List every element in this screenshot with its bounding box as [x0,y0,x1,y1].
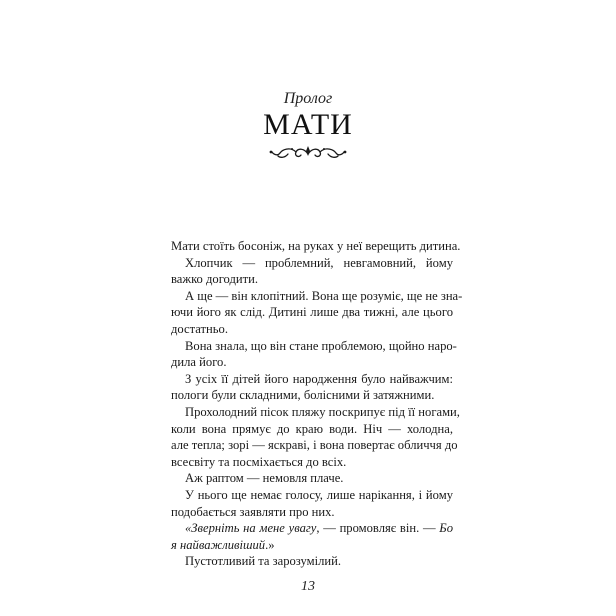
speech-line [171,537,453,554]
chapter-label: Пролог [283,90,333,107]
text-line: З усіх її дітей його народження було найважчим: [185,371,453,386]
text-line: достатньо. [171,321,228,336]
speech-punctuation: .» [265,537,275,552]
text-line: подобається заявляти про них. [171,504,335,519]
text-line: Вона знала, що він стане проблемою, щойно наро- [185,338,457,353]
text-line: У нього ще немає голосу, лише нарікання, і йому [185,487,453,502]
text-line: Пустотливий та зарозумілий. [185,554,342,569]
text-line: але тепла; зорі — яскраві, і вона повертає обличчя до [171,438,458,453]
text-line: Прохолодний пісок пляжу поскрипує під її ногами, [185,404,460,419]
text-line: Аж раптом — немовля плаче. [185,471,344,486]
text-line: пологи були складними, болісними й затяжними. [171,388,435,403]
text-line: важко догодити. [171,272,259,287]
flourish-ornament-icon [268,140,348,164]
text-line: дила його. [171,355,227,370]
text-line: Хлопчик — проблемний, невгамовний, йому [185,255,453,270]
page-number: 13 [301,579,315,594]
speech-attribution: , — промовляє він. — [316,521,440,536]
prologue-text [171,238,463,570]
text-line: коли вона прямує до краю води. Ніч — холодна, [171,421,453,436]
speech-line [171,520,453,537]
text-line: Мати стоїть босоніж, на руках у неї верещить дитина. [171,239,461,253]
speech-italic: Бо [439,521,453,536]
text-line: А ще — він клопітний. Вона ще розуміє, ще не зна- [185,288,463,303]
speech-italic: я найважливіший [171,537,266,552]
speech-italic: «Зверніть на мене увагу [185,521,317,536]
text-line: всесвіту та посміхається до всіх. [171,454,347,469]
chapter-title: МАТИ [263,108,353,141]
text-line: ючи його як слід. Дитині лише два тижні, але цього [171,305,453,320]
